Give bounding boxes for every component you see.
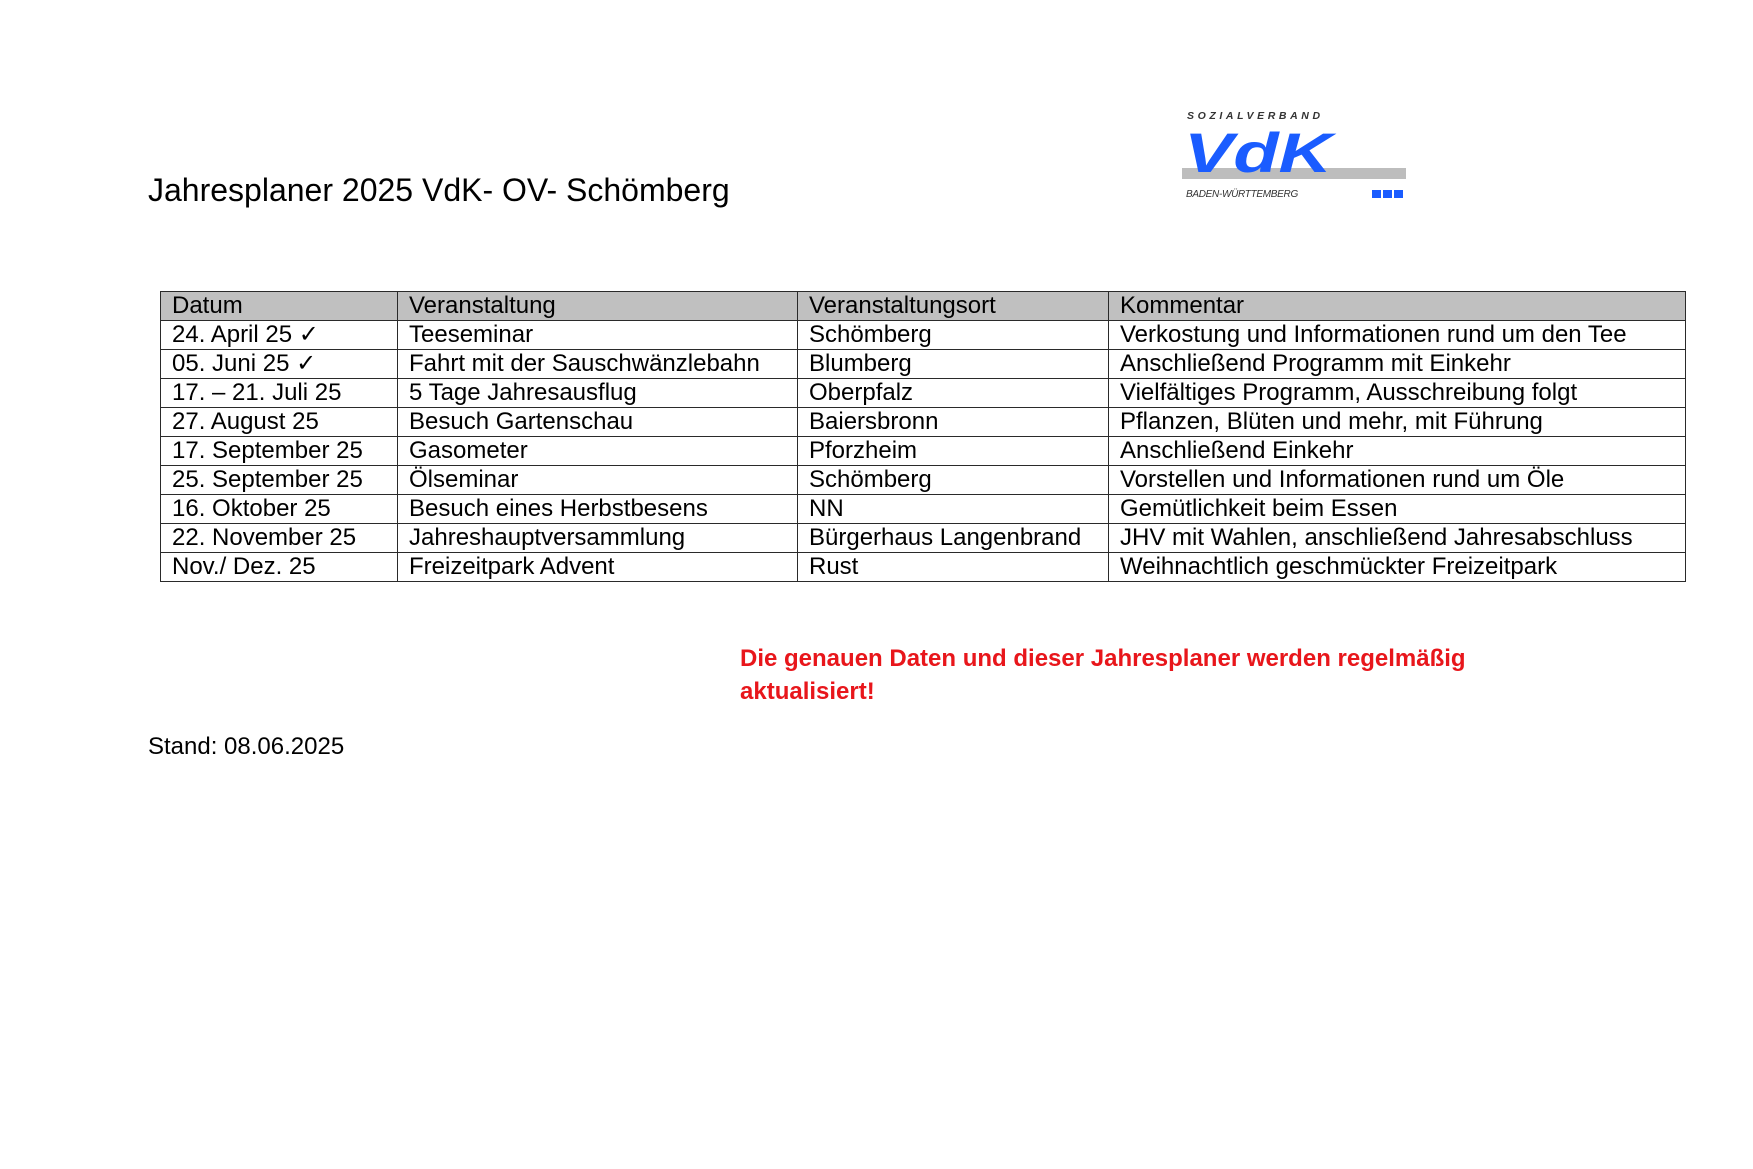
cell-veranstaltung: Fahrt mit der Sauschwänzlebahn	[398, 350, 798, 379]
cell-datum: 22. November 25	[161, 524, 398, 553]
cell-kommentar: Vielfältiges Programm, Ausschreibung folgt	[1109, 379, 1686, 408]
table-row	[161, 466, 1686, 495]
cell-veranstaltungsort: Schömberg	[798, 466, 1109, 495]
cell-veranstaltung: Besuch Gartenschau	[398, 408, 798, 437]
cell-datum: 17. September 25	[161, 437, 398, 466]
cell-veranstaltung: Gasometer	[398, 437, 798, 466]
cell-veranstaltung: 5 Tage Jahresausflug	[398, 379, 798, 408]
cell-veranstaltung: Teeseminar	[398, 321, 798, 350]
table-row	[161, 495, 1686, 524]
table-row	[161, 553, 1686, 582]
cell-kommentar: Anschließend Einkehr	[1109, 437, 1686, 466]
cell-datum: 17. – 21. Juli 25	[161, 379, 398, 408]
cell-kommentar: JHV mit Wahlen, anschließend Jahresabschluss	[1109, 524, 1686, 553]
table-row	[161, 437, 1686, 466]
cell-kommentar: Anschließend Programm mit Einkehr	[1109, 350, 1686, 379]
cell-veranstaltung: Ölseminar	[398, 466, 798, 495]
table-row	[161, 408, 1686, 437]
cell-kommentar: Vorstellen und Informationen rund um Öle	[1109, 466, 1686, 495]
cell-veranstaltungsort: Schömberg	[798, 321, 1109, 350]
header-veranstaltung: Veranstaltung	[398, 292, 798, 321]
cell-kommentar: Verkostung und Informationen rund um den Tee	[1109, 321, 1686, 350]
cell-veranstaltung: Besuch eines Herbstbesens	[398, 495, 798, 524]
stand-date: Stand: 08.06.2025	[148, 733, 345, 760]
cell-datum: 24. April 25 ✓	[161, 321, 398, 350]
cell-veranstaltungsort: Baiersbronn	[798, 408, 1109, 437]
cell-kommentar: Gemütlichkeit beim Essen	[1109, 495, 1686, 524]
table-row	[161, 350, 1686, 379]
table-row	[161, 524, 1686, 553]
cell-veranstaltungsort: Blumberg	[798, 350, 1109, 379]
cell-veranstaltung: Jahreshauptversammlung	[398, 524, 798, 553]
update-notice	[740, 642, 1540, 708]
logo-blue-squares-icon	[1372, 190, 1403, 198]
cell-datum: 27. August 25	[161, 408, 398, 437]
cell-veranstaltungsort: Rust	[798, 553, 1109, 582]
cell-veranstaltungsort: Pforzheim	[798, 437, 1109, 466]
cell-datum: 05. Juni 25 ✓	[161, 350, 398, 379]
page-title: Jahresplaner 2025 VdK- OV- Schömberg	[148, 172, 730, 208]
vdk-logo	[1180, 108, 1410, 204]
logo-bottom-text: BADEN-WÜRTTEMBERG	[1186, 189, 1298, 200]
table-row	[161, 379, 1686, 408]
cell-veranstaltungsort: Oberpfalz	[798, 379, 1109, 408]
cell-veranstaltung: Freizeitpark Advent	[398, 553, 798, 582]
cell-datum: Nov./ Dez. 25	[161, 553, 398, 582]
cell-kommentar: Weihnachtlich geschmückter Freizeitpark	[1109, 553, 1686, 582]
events-table	[160, 291, 1686, 582]
cell-kommentar: Pflanzen, Blüten und mehr, mit Führung	[1109, 408, 1686, 437]
update-notice-line-2: aktualisiert!	[740, 678, 875, 705]
cell-datum: 25. September 25	[161, 466, 398, 495]
table-row	[161, 321, 1686, 350]
cell-veranstaltungsort: NN	[798, 495, 1109, 524]
table-header-row	[161, 292, 1686, 321]
cell-datum: 16. Oktober 25	[161, 495, 398, 524]
cell-veranstaltungsort: Bürgerhaus Langenbrand	[798, 524, 1109, 553]
logo-main-text: VdK	[1184, 121, 1337, 184]
header-kommentar: Kommentar	[1109, 292, 1686, 321]
update-notice-line-1: Die genauen Daten und dieser Jahresplaner werden regelmäßig	[740, 645, 1466, 672]
logo-top-text: SOZIALVERBAND	[1187, 110, 1324, 122]
header-veranstaltungsort: Veranstaltungsort	[798, 292, 1109, 321]
header-datum: Datum	[161, 292, 398, 321]
